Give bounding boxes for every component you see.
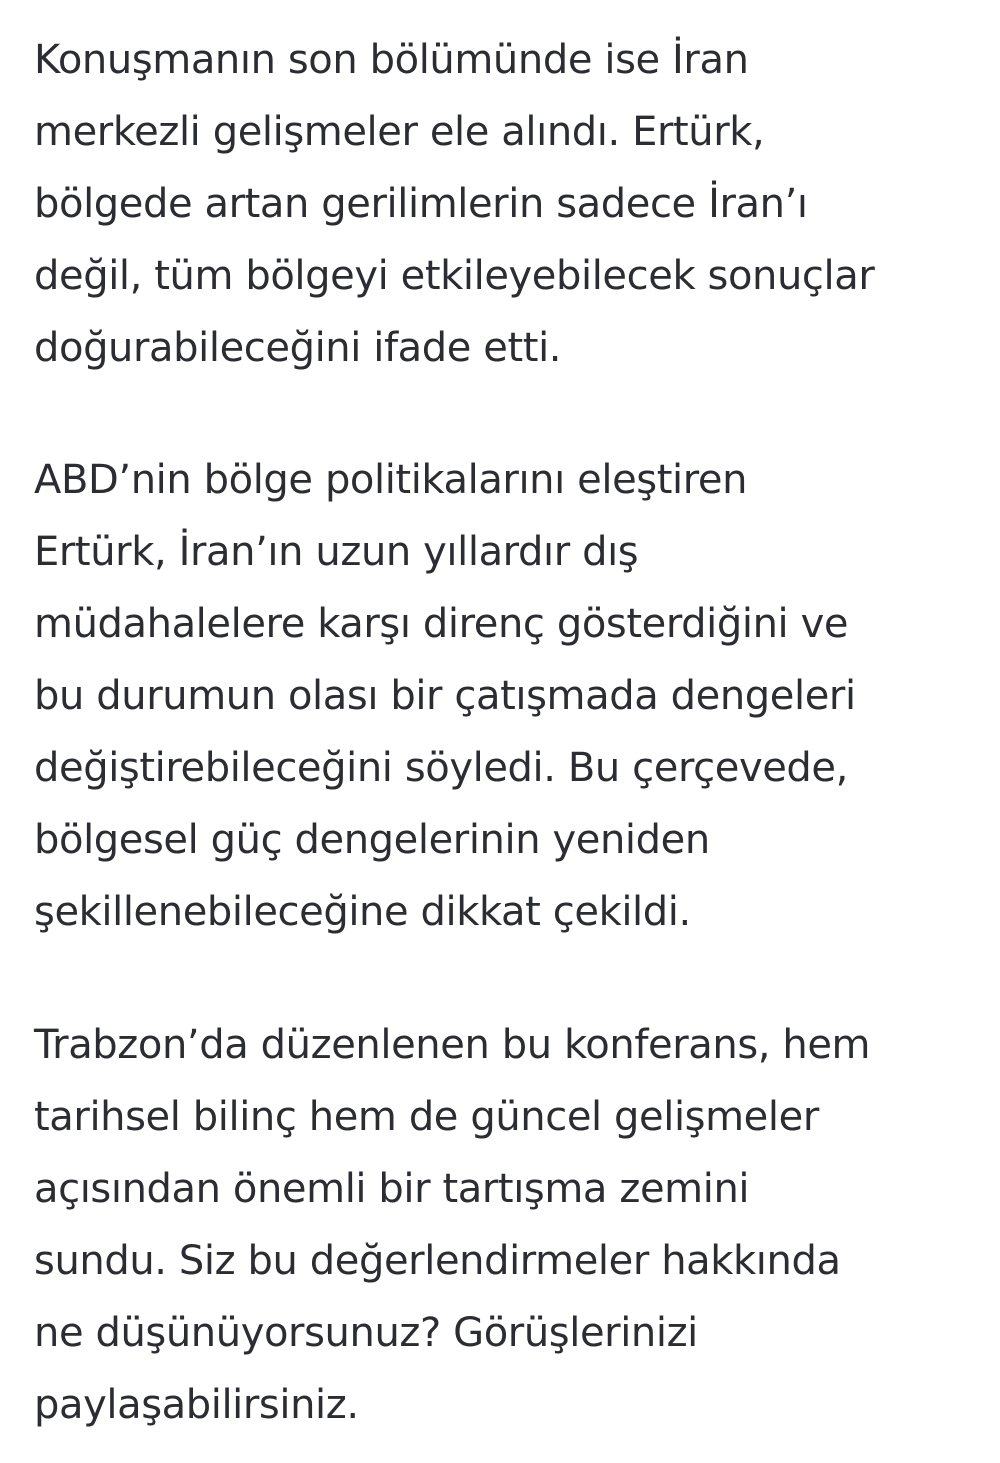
paragraph-2	[34, 444, 856, 948]
text-line: merkezli gelişmeler ele alındı. Ertürk,	[34, 109, 765, 155]
text-line: bölgede artan gerilimlerin sadece İran’ı	[34, 181, 808, 227]
text-line: ne düşünüyorsunuz? Görüşlerinizi	[34, 1310, 698, 1356]
text-line: doğurabileceğini ifade etti.	[34, 325, 562, 371]
text-line: değiştirebileceğini söyledi. Bu çerçevede,	[34, 745, 848, 791]
text-line: Ertürk, İran’ın uzun yıllardır dış	[34, 529, 639, 575]
text-line: Trabzon’da düzenlenen bu konferans, hem	[34, 1022, 871, 1068]
text-line: paylaşabilirsiniz.	[34, 1382, 359, 1428]
text-line: açısından önemli bir tartışma zemini	[34, 1166, 750, 1212]
paragraph-3	[34, 1009, 870, 1441]
text-line: değil, tüm bölgeyi etkileyebilecek sonuçlar	[34, 253, 875, 299]
text-line: ABD’nin bölge politikalarını eleştiren	[34, 457, 748, 503]
text-line: tarihsel bilinç hem de güncel gelişmeler	[34, 1094, 819, 1140]
text-line: sundu. Siz bu değerlendirmeler hakkında	[34, 1238, 841, 1284]
text-line: müdahalelere karşı direnç gösterdiğini ve	[34, 601, 849, 647]
paragraph-1	[34, 24, 874, 384]
text-line: şekillenebileceğine dikkat çekildi.	[34, 889, 691, 935]
text-line: Konuşmanın son bölümünde ise İran	[34, 37, 749, 83]
text-line: bölgesel güç dengelerinin yeniden	[34, 817, 710, 863]
text-line: bu durumun olası bir çatışmada dengeleri	[34, 673, 856, 719]
